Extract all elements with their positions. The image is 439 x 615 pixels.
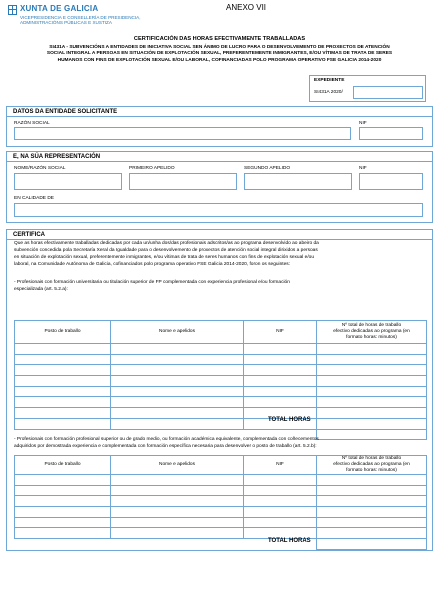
table-row (15, 344, 427, 355)
horas-cell[interactable] (317, 408, 427, 419)
total-horas-label-1: TOTAL HORAS (268, 417, 311, 423)
table-row (15, 517, 427, 528)
segundo-apelido-field[interactable] (244, 173, 352, 190)
table-row (15, 496, 427, 507)
nif-cell[interactable] (244, 354, 317, 365)
posto-cell[interactable] (15, 365, 111, 376)
table-row (15, 507, 427, 518)
department-line-2: ADMINISTRACIÓNS PÚBLICAS E XUSTIZA (20, 20, 112, 25)
nif-cell[interactable] (244, 496, 317, 507)
posto-cell[interactable] (15, 418, 111, 429)
subtitle-line: HUMANOS CON FINS DE EXPLOTACIÓN SEXUAL E/OU LABORAL, COFINANCIADAS POLO PROGRAMA OPERATIVO FSE GALICIA 2014-2020 (57, 57, 382, 63)
nome-cell[interactable] (111, 354, 244, 365)
horas-cell[interactable] (317, 485, 427, 496)
nif-cell[interactable] (244, 517, 317, 528)
col-horas-line: efectivo dedicadas ao programa (en (333, 462, 410, 467)
posto-cell[interactable] (15, 397, 111, 408)
nif-cell[interactable] (244, 386, 317, 397)
razon-social-field[interactable] (14, 127, 351, 140)
horas-cell[interactable] (317, 397, 427, 408)
posto-cell[interactable] (15, 354, 111, 365)
col-nome-header: Nome e apelidos (111, 456, 244, 475)
nome-cell[interactable] (111, 496, 244, 507)
col-horas-line: formato horas: minutos) (346, 468, 397, 473)
horas-cell[interactable] (317, 386, 427, 397)
table-row (15, 485, 427, 496)
total-horas-label-2: TOTAL HORAS (268, 538, 311, 544)
nome-cell[interactable] (111, 485, 244, 496)
horas-cell[interactable] (317, 517, 427, 528)
nome-cell[interactable] (111, 397, 244, 408)
nif-cell[interactable] (244, 397, 317, 408)
table-row (15, 475, 427, 486)
primeiro-apelido-label: PRIMEIRO APELIDO (129, 166, 175, 171)
table-row (15, 528, 427, 539)
col-horas-line: Nº total de horas de traballo (341, 456, 402, 461)
group1-table (14, 320, 427, 440)
annex-label: ANEXO VII (226, 3, 267, 12)
segundo-apelido-label: SEGUNDO APELIDO (244, 166, 291, 171)
group1-line: - Profesionais con formación universitaria ou titulación superior de FP complementada con experiencia profesional e/ou formación (14, 280, 290, 285)
nif-cell[interactable] (244, 344, 317, 355)
group2-description (14, 436, 426, 450)
col-nome-header: Nome e apelidos (111, 321, 244, 344)
entidade-nif-field[interactable] (359, 127, 423, 140)
nif-cell[interactable] (244, 507, 317, 518)
table-row (15, 397, 427, 408)
group1-header-row (15, 321, 427, 344)
col-horas-header (317, 456, 427, 475)
nome-cell[interactable] (111, 365, 244, 376)
col-nif-header: NIF (244, 321, 317, 344)
group1-description (14, 279, 426, 293)
intro-line: en situación de explotación sexual, preferentemente inmigrantes, e/ou vítimas de trata de seres humanos con fins de explotación sexual e/ou (14, 255, 314, 260)
group1-line: especializada (art. 5.2.a): (14, 287, 68, 292)
xunta-cross-icon (8, 5, 17, 15)
horas-cell[interactable] (317, 344, 427, 355)
horas-cell[interactable] (317, 528, 427, 539)
posto-cell[interactable] (15, 344, 111, 355)
representacion-section (6, 151, 433, 223)
group2-line: - Profesionais con formación profesional superior ou de grado medio, ou formación académica equivalente, complementada con coñecementos (14, 437, 319, 442)
posto-cell[interactable] (15, 475, 111, 486)
horas-cell[interactable] (317, 507, 427, 518)
col-horas-line: formato horas: minutos) (346, 335, 397, 340)
certifica-section-header (7, 230, 432, 240)
col-posto-header: Posto de traballo (15, 321, 111, 344)
nome-cell[interactable] (111, 507, 244, 518)
primeiro-apelido-field[interactable] (129, 173, 237, 190)
calidade-field[interactable] (14, 203, 423, 217)
document-title: CERTIFICACIÓN DAS HORAS EFECTIVAMENTE TRABALLADAS (133, 36, 306, 42)
nome-cell[interactable] (111, 386, 244, 397)
total-row (15, 539, 427, 550)
col-horas-line: efectivo dedicadas ao programa (en (333, 329, 410, 334)
nome-cell[interactable] (111, 528, 244, 539)
nif-cell[interactable] (244, 485, 317, 496)
table-row (15, 418, 427, 429)
representacion-heading: E, NA SÚA REPRESENTACIÓN (13, 154, 101, 160)
horas-cell[interactable] (317, 418, 427, 429)
posto-cell[interactable] (15, 507, 111, 518)
representacion-section-header (7, 152, 432, 162)
expediente-number-field[interactable] (353, 86, 423, 99)
nome-cell[interactable] (111, 344, 244, 355)
table-row (15, 408, 427, 419)
horas-cell[interactable] (317, 376, 427, 387)
entidade-nif-label: NIF (359, 121, 367, 126)
posto-cell[interactable] (15, 517, 111, 528)
nome-label: NOME/RAZÓN SOCIAL (14, 166, 66, 171)
razon-social-label: RAZÓN SOCIAL (14, 121, 50, 126)
entidade-heading: DATOS DA ENTIDADE SOLICITANTE (13, 109, 118, 115)
intro-line: laboral, na Comunidade Autónoma de Galicia, cofinanciados polo programa operativo FSE Galicia 2014-2020, foron os seguintes: (14, 262, 290, 267)
representante-nif-label: NIF (359, 166, 367, 171)
table-row (15, 376, 427, 387)
certifica-heading: CERTIFICA (13, 232, 45, 238)
nome-cell[interactable] (111, 376, 244, 387)
expediente-box (309, 75, 426, 102)
intro-line: Que as horas efectivamente traballadas dedicadas por cada un/unha dos/das profesionais adscritos/as ao programa desenvolvido ao abeiro da (14, 241, 319, 246)
nif-cell[interactable] (244, 376, 317, 387)
table-row (15, 365, 427, 376)
total-horas-cell-2[interactable] (317, 539, 427, 550)
xunta-logo (8, 4, 141, 34)
horas-cell[interactable] (317, 496, 427, 507)
nome-cell[interactable] (111, 475, 244, 486)
intro-line: subvención concedida pola Secretaría Xeral da Igualdade para o desenvolvemento de proxectos de atención social integral dirixidos a persoas (14, 248, 318, 253)
col-horas-line: Nº total de horas de traballo (341, 323, 402, 328)
group2-header-row (15, 456, 427, 475)
table-row (15, 386, 427, 397)
entidade-section-header (7, 107, 432, 117)
representante-nif-field[interactable] (359, 173, 423, 190)
horas-cell[interactable] (317, 354, 427, 365)
nome-cell[interactable] (111, 418, 244, 429)
nome-cell[interactable] (111, 517, 244, 528)
certifica-intro (14, 240, 426, 268)
entidade-section (6, 106, 433, 147)
nif-cell[interactable] (244, 365, 317, 376)
horas-cell[interactable] (317, 365, 427, 376)
expediente-prefix: SI431A 2020/ (314, 90, 343, 95)
group2-line: adquiridos por demostrada experiencia e complementada con formación específica necesaria para desenvolver o posto de traballo (art. 5.2.b): (14, 444, 317, 449)
col-posto-header: Posto de traballo (15, 456, 111, 475)
posto-cell[interactable] (15, 408, 111, 419)
col-horas-header (317, 321, 427, 344)
col-nif-header: NIF (244, 456, 317, 475)
posto-cell[interactable] (15, 485, 111, 496)
posto-cell[interactable] (15, 496, 111, 507)
document-subtitle (16, 45, 423, 64)
subtitle-line: SOCIAL INTEGRAL A PERSOAS EN SITUACIÓN DE EXPLOTACIÓN SEXUAL, PREFERENTEMENTE INMIGRANTES, E/OU VÍTIMAS DE TRATA DE SERES (46, 51, 393, 57)
nif-cell[interactable] (244, 475, 317, 486)
nome-cell[interactable] (111, 408, 244, 419)
department-line-1: VICEPRESIDENCIA E CONSELLERÍA DE PRESIDENCIA, (20, 15, 141, 20)
group2-table (14, 455, 427, 550)
posto-cell[interactable] (15, 386, 111, 397)
subtitle-line: SI431A - SUBVENCIÓNS A ENTIDADES DE INICIATIVA SOCIAL SEN ÁNIMO DE LUCRO PARA O DESENVOLVEMENTO DE PROXECTOS DE ATENCIÓN (49, 45, 390, 50)
posto-cell[interactable] (15, 528, 111, 539)
brand-name: XUNTA DE GALICIA (20, 4, 99, 13)
horas-cell[interactable] (317, 475, 427, 486)
expediente-label: EXPEDIENTE (314, 78, 345, 83)
calidade-label: EN CALIDADE DE (14, 196, 54, 201)
table-row (15, 354, 427, 365)
nome-field[interactable] (14, 173, 122, 190)
posto-cell[interactable] (15, 376, 111, 387)
